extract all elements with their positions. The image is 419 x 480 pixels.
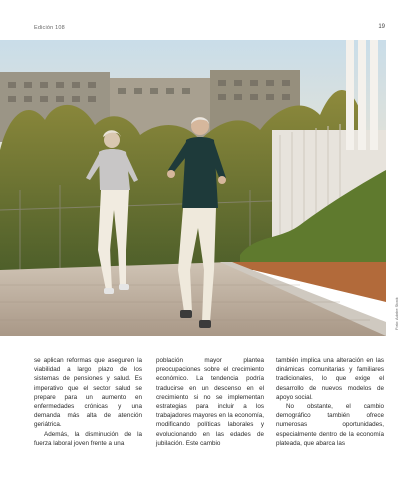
column-1 [34,356,142,448]
photo-credit-strip [386,40,402,336]
column-2 [156,356,264,448]
photo-credit: Foto: Adobe Stock [394,297,399,330]
column-3 [276,356,384,448]
edition-label: Edición 108 [34,25,65,31]
paragraph: también implica una alteración en las dinámicas comunitarias y familiares tradicionales, lo que exige el desarrollo de nuevos modelos de apoyo social. [276,357,384,401]
page-header [0,0,419,40]
running-couple-illustration [0,40,386,336]
hero-photo [0,40,386,336]
paragraph: población mayor plantea preocupaciones sobre el crecimiento económico. La tendencia podría traducirse en un descenso en el crecimiento si no se implementan estrategias para incluir a los trabajadores mayores en la economía, modificando políticas laborales y evolucionando en las edades de jubilación. Este cambio [156,357,264,447]
paragraph: Además, la disminución de la fuerza laboral joven frente a una [34,430,142,447]
page-number: 19 [378,24,385,30]
paragraph: se aplican reformas que aseguren la viabilidad a largo plazo de los sistemas de pensiones y salud. Es imperativo que el sector salud se prepare para un aumento en enfermedades crónicas y una demanda más alta de atención geriátrica. [34,357,142,429]
paragraph: No obstante, el cambio demográfico también ofrece numerosas oportunidades, especialmente dentro de la economía plateada, que abarca las [276,403,384,447]
